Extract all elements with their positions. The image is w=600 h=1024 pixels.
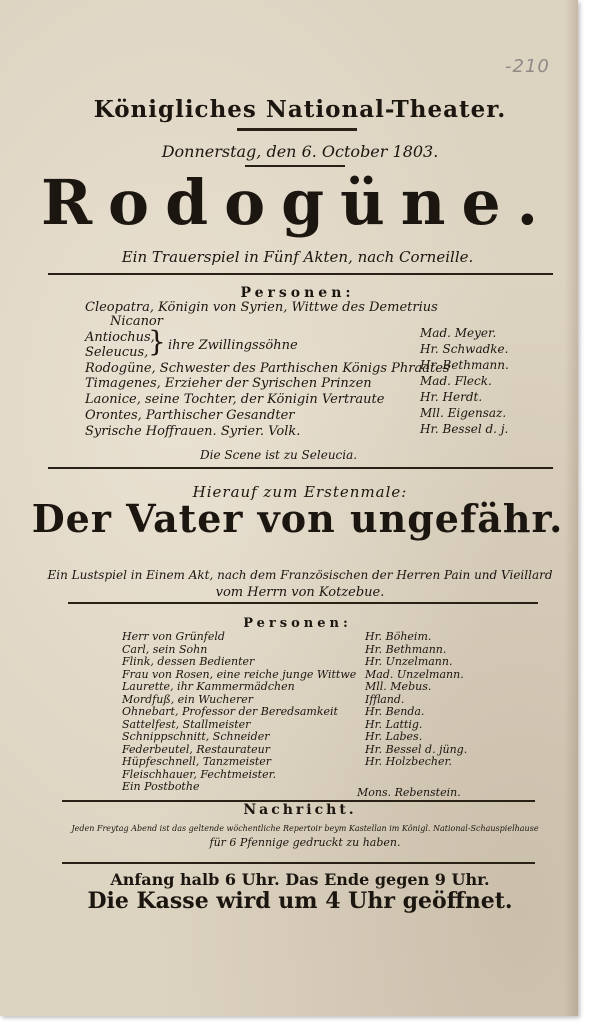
play2-role: Frau von Rosen, eine reiche junge Wittwe (122, 667, 357, 681)
theater-heading: Königliches National-Theater. (93, 96, 507, 123)
play1-role: Antiochus, (85, 330, 155, 345)
play2-subtitle-line: vom Herrn von Kotzebue. (215, 585, 385, 600)
play2-actor: Hr. Böheim. (365, 630, 432, 643)
play2-actor: Hr. Unzelmann. (365, 655, 453, 668)
notice-line: für 6 Pfennige gedruckt zu haben. (209, 836, 401, 849)
play2-actor: Hr. Holzbecher. (365, 755, 453, 768)
play2-role: Federbeutel, Restaurateur (122, 742, 271, 756)
play2-actor: Mad. Unzelmann. (365, 667, 464, 681)
play2-role: Ein Postbothe (122, 780, 200, 793)
play2-personen-heading: Personen: (243, 616, 352, 631)
play2-actor: Mons. Rebenstein. (357, 786, 461, 799)
play2-actor: Hr. Benda. (365, 705, 425, 718)
brace-glyph: } (148, 325, 166, 358)
play2-actor: Hr. Bethmann. (365, 642, 447, 656)
notice-text (60, 822, 550, 850)
play1-role: Rodogüne, Schwester des Parthischen Königs Phraates (85, 361, 450, 376)
play2-subtitle-line: Ein Lustspiel in Einem Akt, nach dem Französischen der Herren Pain und Vieillard (47, 568, 553, 582)
play1-actor: Mad. Meyer. (420, 326, 497, 340)
play1-role: Cleopatra, Königin von Syrien, Wittwe des Demetrius (85, 300, 438, 315)
box-office-opening: Die Kasse wird um 4 Uhr geöffnet. (87, 888, 513, 914)
play2-role: Hüpfeschnell, Tanzmeister (122, 755, 272, 768)
play1-actor: Hr. Bethmann. (420, 358, 509, 372)
section-rule (62, 862, 535, 864)
play1-actor: Hr. Herdt. (420, 390, 483, 404)
play1-role: Seleucus, (85, 345, 149, 360)
play1-role: Timagenes, Erzieher der Syrischen Prinzen (85, 376, 372, 391)
play1-role: Laonice, seine Tochter, der Königin Vertraute (85, 392, 385, 407)
section-rule (48, 273, 553, 275)
play2-role: Herr von Grünfeld (122, 630, 225, 643)
play2-actor: Iffland. (365, 692, 405, 706)
play1-actor: Hr. Schwadke. (420, 342, 509, 356)
play2-intro: Hierauf zum Erstenmale: (192, 483, 408, 501)
play2-role: Sattelfest, Stallmeister (122, 717, 251, 731)
play2-actor: Hr. Lattig. (365, 717, 423, 731)
play2-role: Mordfuß, ein Wucherer (122, 692, 254, 706)
section-rule (48, 467, 553, 469)
section-rule (68, 602, 538, 604)
pencil-note: -210 (505, 56, 550, 77)
play1-actor: Mad. Fleck. (420, 374, 492, 388)
play2-actor: Mll. Mebus. (365, 680, 432, 693)
scene-note: Die Scene ist zu Seleucia. (200, 448, 358, 462)
play2-role: Flink, dessen Bedienter (122, 655, 255, 668)
notice-heading: Nachricht. (243, 802, 357, 818)
play2-role: Laurette, ihr Kammermädchen (122, 680, 295, 693)
play1-role: Nicanor (110, 314, 163, 329)
performance-date: Donnerstag, den 6. October 1803. (161, 142, 439, 161)
play2-title: Der Vater von ungefähr. (31, 496, 564, 541)
twins-label: ihre Zwillingssöhne (168, 338, 298, 353)
performance-times: Anfang halb 6 Uhr. Das Ende gegen 9 Uhr. (110, 870, 490, 889)
ornament-divider (237, 128, 357, 131)
play1-title: Rodogüne. (40, 166, 555, 239)
play2-actor: Hr. Bessel d. jüng. (365, 742, 468, 756)
play2-role: Fleischhauer, Fechtmeister. (122, 767, 277, 781)
play1-role: Orontes, Parthischer Gesandter (85, 408, 295, 423)
play2-role: Ohnebart, Professor der Beredsamkeit (122, 705, 338, 718)
play1-subtitle: Ein Trauerspiel in Fünf Akten, nach Corneille. (121, 248, 474, 266)
play2-actor: Hr. Labes. (365, 730, 423, 743)
notice-line: Jeden Freytag Abend ist das geltende wöchentliche Repertoir beym Kastellan im Königl. National-Schauspielhause (71, 824, 539, 833)
play1-actor: Mll. Eigensaz. (420, 406, 507, 420)
play1-role: Syrische Hoffrauen. Syrier. Volk. (85, 424, 301, 439)
play2-role: Schnippschnitt, Schneider (122, 730, 270, 743)
play1-personen-heading: Personen: (240, 285, 355, 301)
play1-actor: Hr. Bessel d. j. (420, 422, 509, 436)
play2-subtitle (40, 567, 560, 601)
play2-role: Carl, sein Sohn (122, 642, 208, 656)
